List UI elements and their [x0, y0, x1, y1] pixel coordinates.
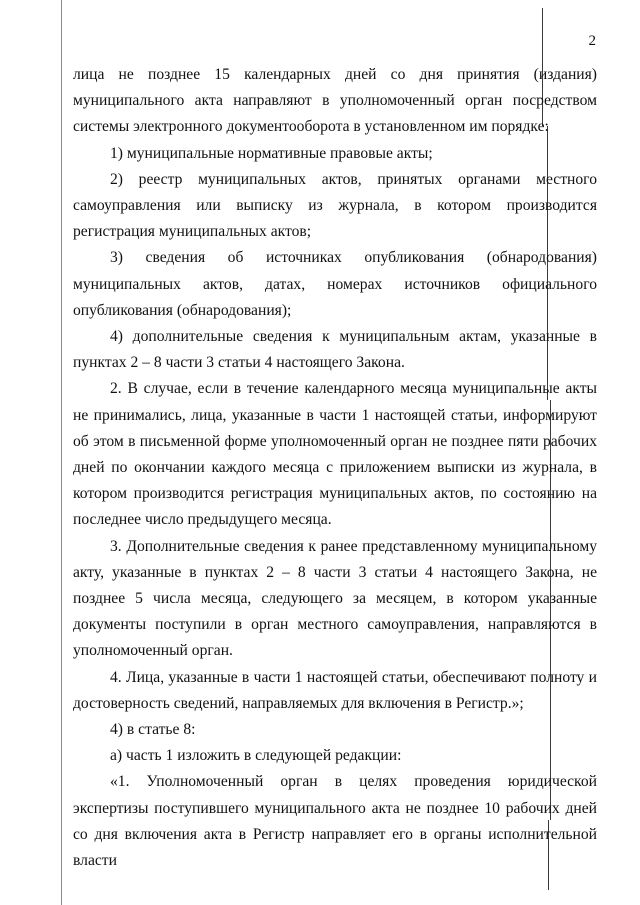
scan-line-left-edge: [61, 0, 62, 905]
paragraph: 4. Лица, указанные в части 1 настоящей статьи, обеспечивают полноту и достоверность сведений, направляемых для включения в Регистр.»;: [73, 668, 597, 712]
list-item: 4) дополнительные сведения к муниципальным актам, указанные в пунктах 2 – 8 части 3 статьи 4 настоящего Закона.: [73, 328, 597, 372]
list-item: 3) сведения об источниках опубликования (обнародования) муниципальных актов, датах, номерах источников официального опубликования (обнародования);: [73, 249, 597, 319]
list-item: 1) муниципальные нормативные правовые акты;: [110, 144, 433, 162]
paragraph: лица не позднее 15 календарных дней со дня принятия (издания) муниципального акта направляют в уполномоченный орган посредством системы электронного документооборота в установленном им порядке:: [73, 66, 597, 136]
page-number: 2: [588, 33, 596, 49]
body-text: [73, 62, 597, 874]
paragraph: «1. Уполномоченный орган в целях проведения юридической экспертизы поступившего муниципального акта не позднее 10 рабочих дней со дня включения акта в Регистр направляет его в органы исполнительной власти: [73, 773, 597, 870]
paragraph: а) часть 1 изложить в следующей редакции:: [110, 747, 402, 765]
list-item: 2) реестр муниципальных актов, принятых органами местного самоуправления или выписку из журнала, в котором производится регистрация муниципальных актов;: [73, 170, 597, 241]
paragraph: 2. В случае, если в течение календарного месяца муниципальные акты не принимались, лица, указанные в части 1 настоящей статьи, информируют об этом в письменной форме уполномоченный орган не позднее пяти рабочих дней по окончании каждого месяца с приложением выписки из журнала, в котором производится регистрация муниципальных актов, по состоянию на последнее число предыдущего месяца.: [73, 380, 597, 529]
paragraph: 3. Дополнительные сведения к ранее представленному муниципальному акту, указанные в пунктах 2 – 8 части 3 статьи 4 настоящего Закона, не позднее 5 числа месяца, следующего за месяцем, в котором указанные документы поступили в орган местного самоуправления, направляются в уполномоченный орган.: [73, 537, 597, 660]
paragraph: 4) в статье 8:: [110, 721, 196, 739]
